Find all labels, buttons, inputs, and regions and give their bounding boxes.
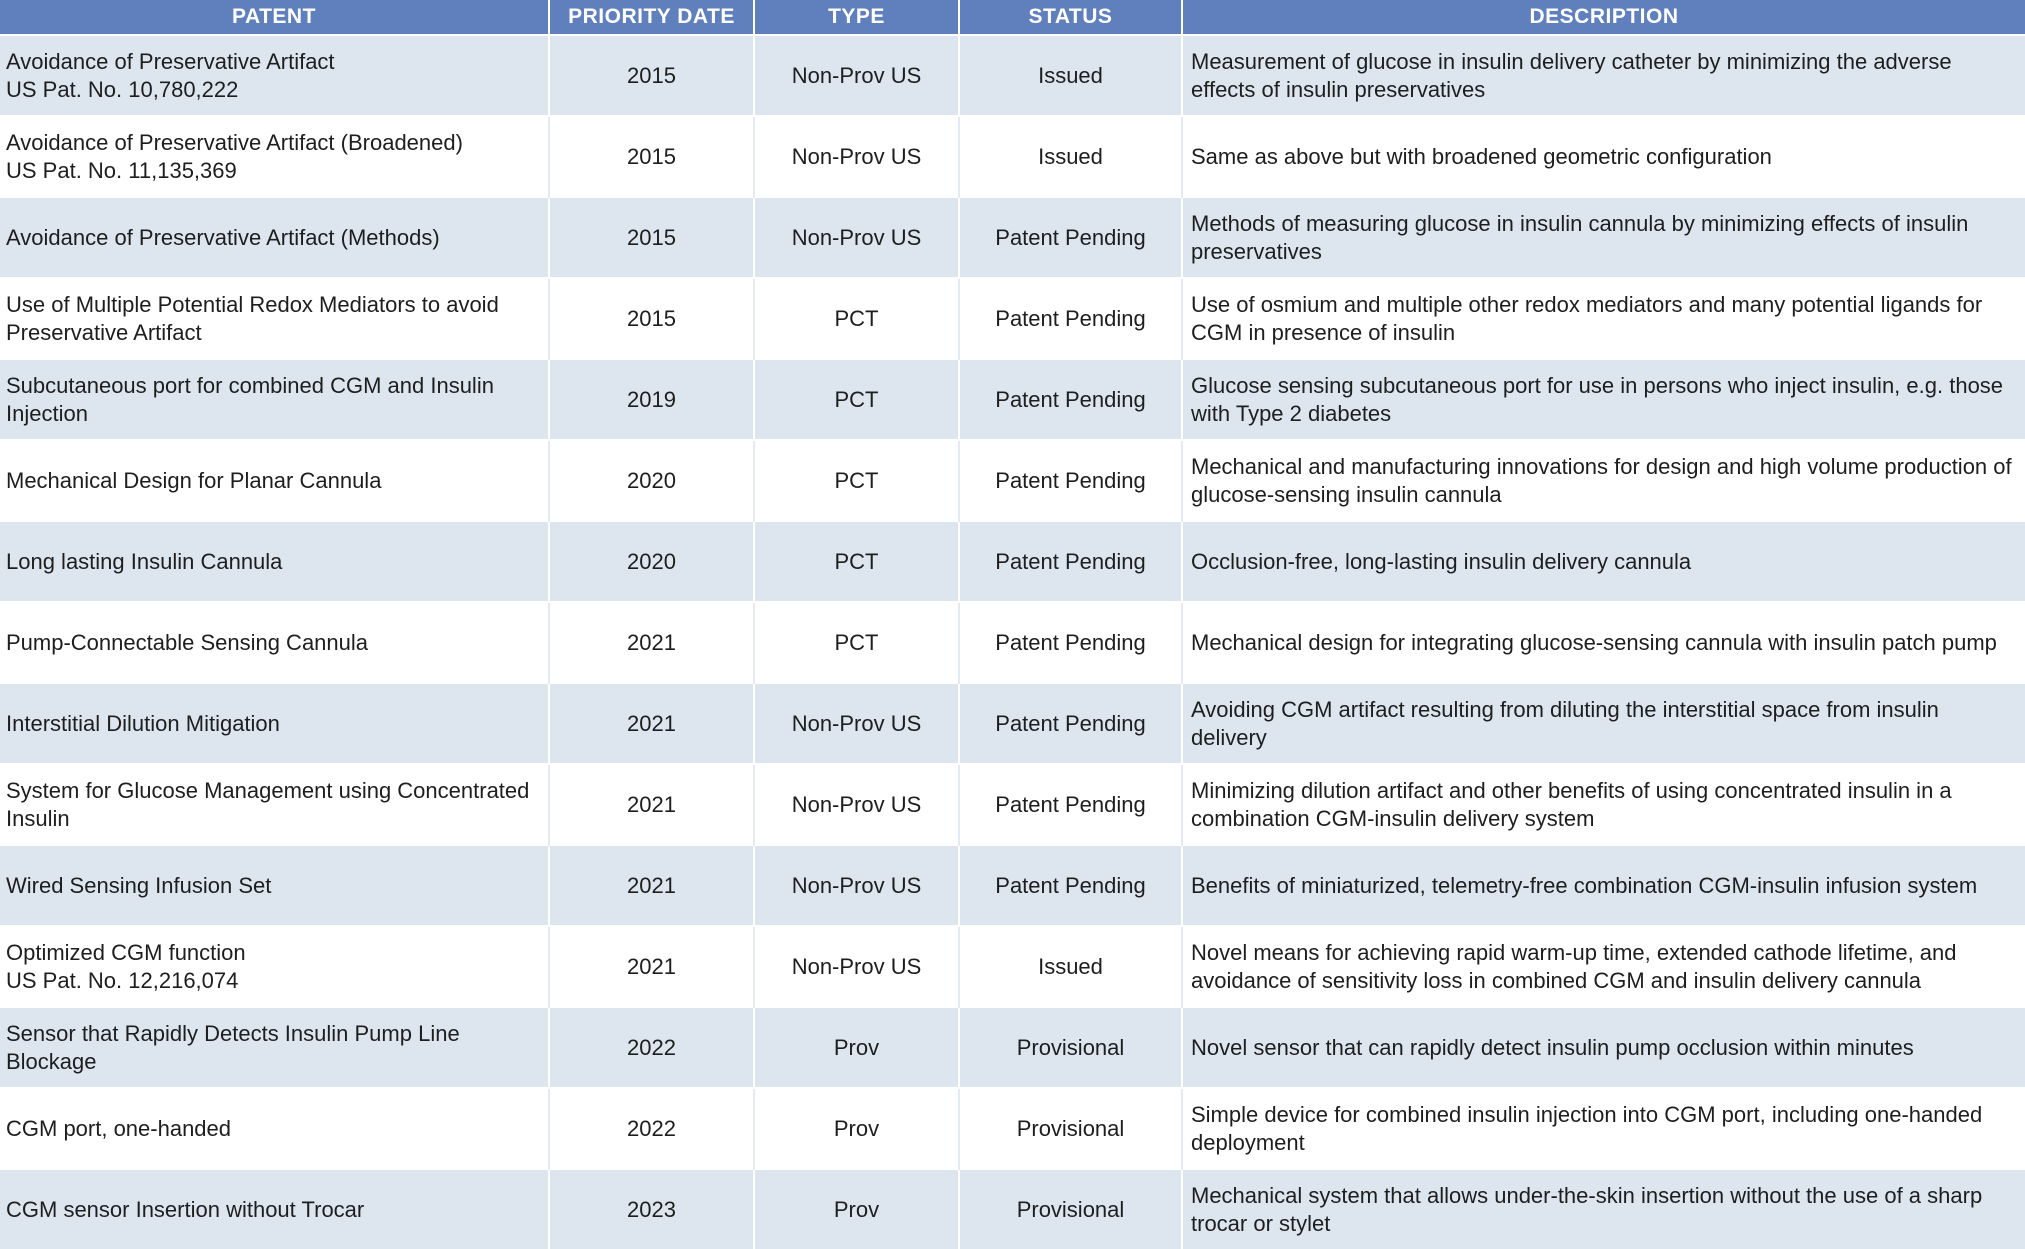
table-row bbox=[0, 521, 2025, 602]
cell-priority-date: 2023 bbox=[549, 1169, 754, 1249]
cell-priority-date: 2020 bbox=[549, 521, 754, 602]
cell-description: Mechanical and manufacturing innovations for design and high volume production of glucose-sensing insulin cannula bbox=[1182, 440, 2025, 521]
cell-type: Non-Prov US bbox=[754, 764, 959, 845]
cell-type: Prov bbox=[754, 1088, 959, 1169]
cell-patent bbox=[0, 764, 549, 845]
cell-status: Issued bbox=[959, 926, 1182, 1007]
table-row bbox=[0, 440, 2025, 521]
table-row bbox=[0, 926, 2025, 1007]
cell-type: Prov bbox=[754, 1169, 959, 1249]
cell-type: Non-Prov US bbox=[754, 683, 959, 764]
cell-priority-date: 2015 bbox=[549, 278, 754, 359]
header-priority-date: PRIORITY DATE bbox=[549, 0, 754, 35]
cell-status: Provisional bbox=[959, 1169, 1182, 1249]
table-row bbox=[0, 359, 2025, 440]
cell-type: Non-Prov US bbox=[754, 116, 959, 197]
table-row bbox=[0, 1169, 2025, 1249]
table-row bbox=[0, 683, 2025, 764]
cell-status: Patent Pending bbox=[959, 602, 1182, 683]
cell-priority-date: 2022 bbox=[549, 1007, 754, 1088]
cell-description: Methods of measuring glucose in insulin cannula by minimizing effects of insulin preservatives bbox=[1182, 197, 2025, 278]
header-patent: PATENT bbox=[0, 0, 549, 35]
cell-patent bbox=[0, 602, 549, 683]
table-row bbox=[0, 197, 2025, 278]
cell-patent bbox=[0, 845, 549, 926]
patent-title: Optimized CGM function bbox=[6, 939, 246, 965]
header-type: TYPE bbox=[754, 0, 959, 35]
patent-title: Wired Sensing Infusion Set bbox=[6, 872, 272, 898]
cell-status: Patent Pending bbox=[959, 764, 1182, 845]
table-row bbox=[0, 1007, 2025, 1088]
cell-status: Provisional bbox=[959, 1007, 1182, 1088]
patent-title: System for Glucose Management using Concentrated Insulin bbox=[6, 777, 530, 831]
patent-title: Avoidance of Preservative Artifact (Broadened) bbox=[6, 129, 463, 155]
cell-status: Patent Pending bbox=[959, 521, 1182, 602]
cell-priority-date: 2015 bbox=[549, 35, 754, 116]
cell-priority-date: 2021 bbox=[549, 602, 754, 683]
table-row bbox=[0, 602, 2025, 683]
patent-title: Use of Multiple Potential Redox Mediators to avoid Preservative Artifact bbox=[6, 291, 499, 345]
cell-patent bbox=[0, 440, 549, 521]
cell-status: Patent Pending bbox=[959, 845, 1182, 926]
cell-type: Non-Prov US bbox=[754, 926, 959, 1007]
patent-title: CGM sensor Insertion without Trocar bbox=[6, 1196, 365, 1222]
cell-patent bbox=[0, 1007, 549, 1088]
cell-type: Non-Prov US bbox=[754, 35, 959, 116]
patent-title: Long lasting Insulin Cannula bbox=[6, 548, 283, 574]
patent-title: Avoidance of Preservative Artifact (Methods) bbox=[6, 224, 440, 250]
cell-description: Mechanical system that allows under-the-skin insertion without the use of a sharp trocar or stylet bbox=[1182, 1169, 2025, 1249]
cell-priority-date: 2020 bbox=[549, 440, 754, 521]
table-row bbox=[0, 116, 2025, 197]
patent-title: Sensor that Rapidly Detects Insulin Pump Line Blockage bbox=[6, 1020, 460, 1074]
cell-description: Simple device for combined insulin injection into CGM port, including one-handed deployment bbox=[1182, 1088, 2025, 1169]
cell-description: Occlusion-free, long-lasting insulin delivery cannula bbox=[1182, 521, 2025, 602]
cell-priority-date: 2021 bbox=[549, 926, 754, 1007]
cell-status: Provisional bbox=[959, 1088, 1182, 1169]
patent-title: Avoidance of Preservative Artifact bbox=[6, 48, 335, 74]
cell-status: Issued bbox=[959, 116, 1182, 197]
cell-priority-date: 2021 bbox=[549, 845, 754, 926]
cell-priority-date: 2022 bbox=[549, 1088, 754, 1169]
cell-type: PCT bbox=[754, 359, 959, 440]
patent-number: US Pat. No. 11,135,369 bbox=[6, 157, 237, 183]
table-row bbox=[0, 35, 2025, 116]
cell-description: Novel means for achieving rapid warm-up time, extended cathode lifetime, and avoidance of sensitivity loss in combined CGM and insulin delivery cannula bbox=[1182, 926, 2025, 1007]
cell-type: Prov bbox=[754, 1007, 959, 1088]
cell-description: Measurement of glucose in insulin delivery catheter by minimizing the adverse effects of insulin preservatives bbox=[1182, 35, 2025, 116]
cell-description: Minimizing dilution artifact and other benefits of using concentrated insulin in a combination CGM-insulin delivery system bbox=[1182, 764, 2025, 845]
cell-description: Same as above but with broadened geometric configuration bbox=[1182, 116, 2025, 197]
table-row bbox=[0, 764, 2025, 845]
cell-status: Issued bbox=[959, 35, 1182, 116]
cell-description: Use of osmium and multiple other redox mediators and many potential ligands for CGM in presence of insulin bbox=[1182, 278, 2025, 359]
patent-title: CGM port, one-handed bbox=[6, 1115, 232, 1141]
patent-title: Interstitial Dilution Mitigation bbox=[6, 710, 280, 736]
table-row bbox=[0, 845, 2025, 926]
cell-patent bbox=[0, 521, 549, 602]
patent-title: Subcutaneous port for combined CGM and Insulin Injection bbox=[6, 372, 494, 426]
cell-patent bbox=[0, 359, 549, 440]
cell-patent bbox=[0, 35, 549, 116]
cell-type: PCT bbox=[754, 602, 959, 683]
cell-patent bbox=[0, 926, 549, 1007]
cell-patent bbox=[0, 197, 549, 278]
cell-status: Patent Pending bbox=[959, 278, 1182, 359]
cell-priority-date: 2015 bbox=[549, 197, 754, 278]
cell-type: PCT bbox=[754, 440, 959, 521]
cell-status: Patent Pending bbox=[959, 683, 1182, 764]
header-status: STATUS bbox=[959, 0, 1182, 35]
cell-description: Mechanical design for integrating glucose-sensing cannula with insulin patch pump bbox=[1182, 602, 2025, 683]
cell-status: Patent Pending bbox=[959, 359, 1182, 440]
table-body bbox=[0, 35, 2025, 1249]
cell-patent bbox=[0, 1169, 549, 1249]
cell-description: Benefits of miniaturized, telemetry-free combination CGM-insulin infusion system bbox=[1182, 845, 2025, 926]
patent-number: US Pat. No. 10,780,222 bbox=[6, 76, 239, 102]
cell-priority-date: 2015 bbox=[549, 116, 754, 197]
cell-description: Glucose sensing subcutaneous port for use in persons who inject insulin, e.g. those with Type 2 diabetes bbox=[1182, 359, 2025, 440]
table-header-row bbox=[0, 0, 2025, 35]
cell-status: Patent Pending bbox=[959, 197, 1182, 278]
cell-type: PCT bbox=[754, 521, 959, 602]
cell-type: PCT bbox=[754, 278, 959, 359]
cell-priority-date: 2021 bbox=[549, 683, 754, 764]
cell-status: Patent Pending bbox=[959, 440, 1182, 521]
cell-patent bbox=[0, 278, 549, 359]
cell-description: Avoiding CGM artifact resulting from diluting the interstitial space from insulin delivery bbox=[1182, 683, 2025, 764]
cell-description: Novel sensor that can rapidly detect insulin pump occlusion within minutes bbox=[1182, 1007, 2025, 1088]
cell-patent bbox=[0, 116, 549, 197]
cell-patent bbox=[0, 1088, 549, 1169]
table-row bbox=[0, 278, 2025, 359]
cell-type: Non-Prov US bbox=[754, 845, 959, 926]
cell-priority-date: 2021 bbox=[549, 764, 754, 845]
cell-priority-date: 2019 bbox=[549, 359, 754, 440]
patent-title: Mechanical Design for Planar Cannula bbox=[6, 467, 382, 493]
header-description: DESCRIPTION bbox=[1182, 0, 2025, 35]
cell-type: Non-Prov US bbox=[754, 197, 959, 278]
patent-number: US Pat. No. 12,216,074 bbox=[6, 967, 239, 993]
table-row bbox=[0, 1088, 2025, 1169]
patent-title: Pump-Connectable Sensing Cannula bbox=[6, 629, 369, 655]
cell-patent bbox=[0, 683, 549, 764]
